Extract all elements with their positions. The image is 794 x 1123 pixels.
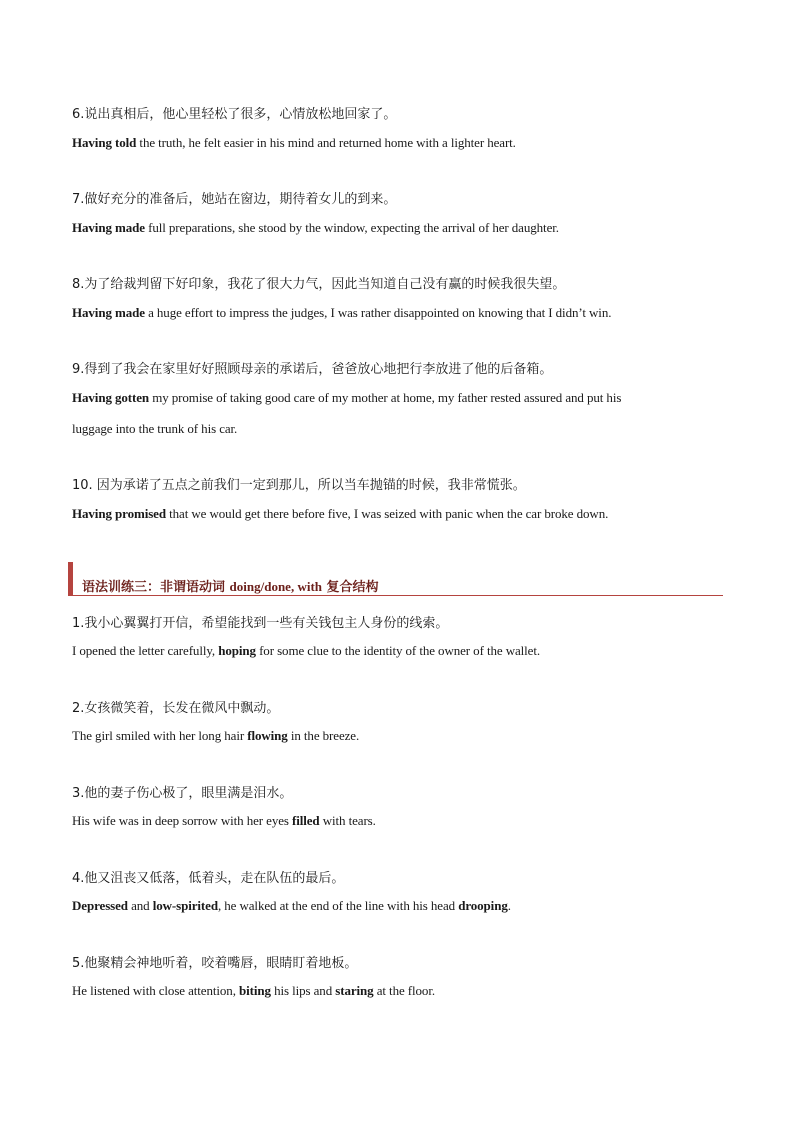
item-b1-chinese: 1.我小心翼翼打开信，希望能找到一些有关钱包主人身份的线索。 — [72, 616, 449, 631]
section-underline — [73, 595, 723, 596]
bold-keyword: Having promised — [72, 506, 166, 521]
text-segment: at the floor. — [373, 983, 435, 998]
section-title — [82, 576, 379, 595]
bold-keyword: Depressed — [72, 898, 128, 913]
item-b4-english — [72, 898, 511, 914]
text-segment: He listened with close attention, — [72, 983, 240, 998]
item-a2-chinese: 7.做好充分的准备后，她站在窗边，期待着女儿的到来。 — [72, 192, 397, 207]
text-segment: my promise of taking good care of my mother at home, my father rested assured and put his — [149, 390, 622, 405]
item-a3-chinese: 8.为了给裁判留下好印象，我花了很大力气，因此当知道自己没有赢的时候我很失望。 — [72, 277, 566, 292]
section-title-zh: 语法训练三：非谓语动词 — [82, 580, 230, 595]
item-a5-english — [72, 506, 608, 522]
bold-keyword: hoping — [218, 643, 256, 658]
text-segment: . — [507, 898, 511, 913]
text-segment: for some clue to the identity of the owner of the wallet. — [255, 643, 541, 658]
item-b4-chinese: 4.他又沮丧又低落，低着头，走在队伍的最后。 — [72, 871, 345, 886]
bold-keyword: low-spirited — [152, 898, 218, 913]
item-a4-english-line2 — [72, 421, 237, 437]
section-title-zh2: 复合结构 — [322, 580, 379, 595]
item-a5-chinese: 10. 因为承诺了五点之前我们一定到那儿，所以当车抛锚的时候，我非常慌张。 — [72, 478, 526, 493]
section-title-en: doing/done, with — [229, 579, 323, 594]
item-b2-chinese: 2.女孩微笑着，长发在微风中飘动。 — [72, 701, 280, 716]
text-segment: His wife was in deep sorrow with her eyes — [72, 813, 292, 828]
item-a1-english — [72, 135, 516, 151]
item-b3-chinese: 3.他的妻子伤心极了，眼里满是泪水。 — [72, 786, 293, 801]
bold-keyword: staring — [335, 983, 374, 998]
item-a3-english — [72, 305, 611, 321]
bold-keyword: Having made — [72, 220, 145, 235]
text-segment: a huge effort to impress the judges, I was rather disappointed on knowing that I didn’t win. — [144, 305, 612, 320]
item-a1-chinese: 6.说出真相后，他心里轻松了很多，心情放松地回家了。 — [72, 107, 397, 122]
text-segment: in the breeze. — [287, 728, 360, 743]
text-segment: luggage into the trunk of his car. — [72, 421, 238, 436]
item-a4-english-line1 — [72, 390, 621, 406]
text-segment: full preparations, she stood by the window, expecting the arrival of her daughter. — [144, 220, 559, 235]
bold-keyword: Having gotten — [72, 390, 150, 405]
bold-keyword: filled — [292, 813, 320, 828]
item-b5-chinese: 5.他聚精会神地听着，咬着嘴唇，眼睛盯着地板。 — [72, 956, 358, 971]
bold-keyword: Having made — [72, 305, 145, 320]
text-segment: the truth, he felt easier in his mind and returned home with a lighter heart. — [136, 135, 516, 150]
text-segment: his lips and — [270, 983, 336, 998]
item-b2-english — [72, 728, 359, 744]
item-a4-chinese: 9.得到了我会在家里好好照顾母亲的承诺后，爸爸放心地把行李放进了他的后备箱。 — [72, 362, 553, 377]
bold-keyword: Having told — [72, 135, 137, 150]
text-segment: with tears. — [319, 813, 376, 828]
text-segment: I opened the letter carefully, — [72, 643, 219, 658]
item-a2-english — [72, 220, 559, 236]
bold-keyword: flowing — [247, 728, 288, 743]
item-b1-english — [72, 643, 540, 659]
text-segment: The girl smiled with her long hair — [72, 728, 248, 743]
section-accent-bar — [68, 562, 73, 596]
section-header — [68, 562, 723, 596]
bold-keyword: biting — [239, 983, 271, 998]
item-b3-english — [72, 813, 376, 829]
text-segment: and — [127, 898, 153, 913]
bold-keyword: drooping — [458, 898, 508, 913]
text-segment: , he walked at the end of the line with his head — [217, 898, 459, 913]
item-b5-english — [72, 983, 435, 999]
text-segment: that we would get there before five, I was seized with panic when the car broke down. — [165, 506, 609, 521]
